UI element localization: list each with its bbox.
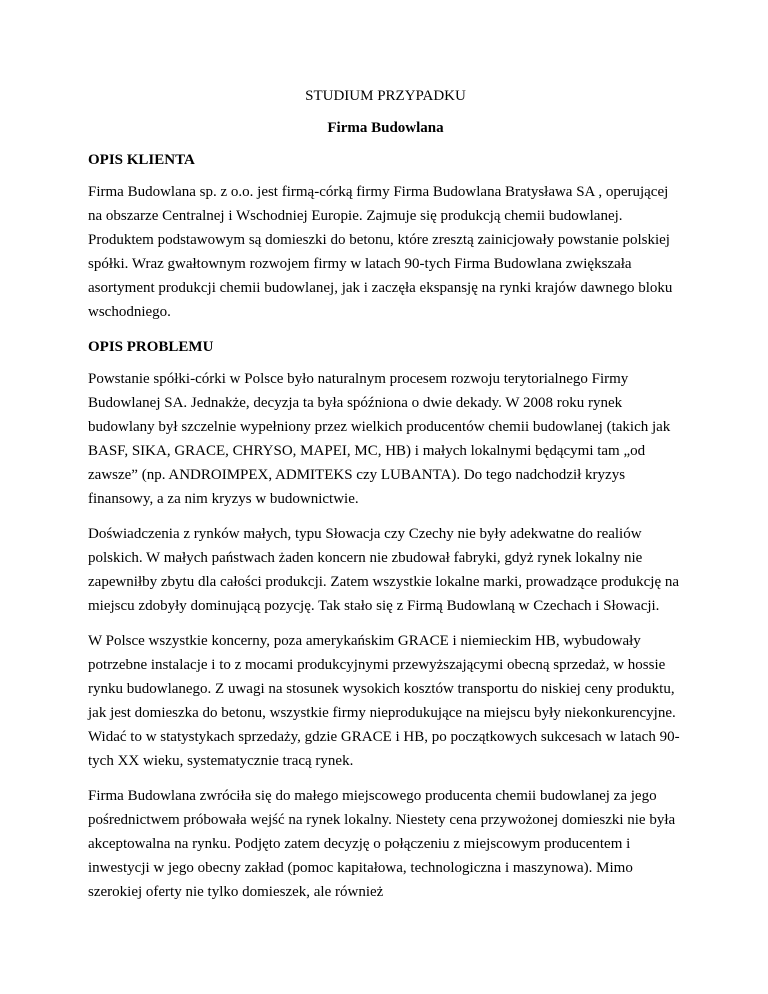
client-paragraph: Firma Budowlana sp. z o.o. jest firmą-córką firmy Firma Budowlana Bratysława SA , operującej na obszarze Centralnej i Wschodniej Europie. Zajmuje się produkcją chemii budowlanej. Produktem podstawowym są domieszki do betonu, które zresztą zainicjowały powstanie polskiej spółki. Wraz gwałtownym rozwojem firmy w latach 90-tych Firma Budowlana zwiększała asortyment produkcji chemii budowlanej, jak i zaczęła ekspansję na rynki krajów dawnego bloku wschodniego. [88,184,673,320]
section-heading-problem: OPIS PROBLEMU [88,339,214,355]
section-heading-client: OPIS KLIENTA [88,152,195,168]
problem-paragraph-1: Powstanie spółki-córki w Polsce było naturalnym procesem rozwoju terytorialnego Firmy Budowlanej SA. Jednakże, decyzja ta była spóźniona o dwie dekady. W 2008 roku rynek budowlany był szczelnie wypełniony przez wielkich producentów chemii budowlanej (takich jak BASF, SIKA, GRACE, CHRYSO, MAPEI, MC, HB) i małych lokalnymi będącymi tam „od zawsze” (np. ANDROIMPEX, ADMITEKS czy LUBANTA). Do tego nadchodził kryzys finansowy, a za nim kryzys w budownictwie. [88,371,671,507]
problem-paragraph-4: Firma Budowlana zwróciła się do małego miejscowego producenta chemii budowlanej za jego pośrednictwem próbowała wejść na rynek lokalny. Niestety cena przywożonej domieszki nie była akceptowalna na rynku. Podjęto zatem decyzję o połączeniu z miejscowym producentem i inwestycji w jego obecny zakład (pomoc kapitałowa, technologiczna i maszynowa). Mimo szerokiej oferty nie tylko domieszek, ale również [88,788,676,900]
document-subtitle: Firma Budowlana [327,120,444,136]
problem-paragraph-2: Doświadczenia z rynków małych, typu Słowacja czy Czechy nie były adekwatne do realiów polskich. W małych państwach żaden koncern nie zbudował fabryki, gdyż rynek lokalny nie zapewniłby zbytu dla całości produkcji. Zatem wszystkie lokalne marki, prowadzące produkcję na miejscu zdobyły dominującą pozycję. Tak stało się z Firmą Budowlaną w Czechach i Słowacji. [88,526,680,614]
document-title: STUDIUM PRZYPADKU [305,88,466,104]
document-body [88,84,683,915]
problem-paragraph-3: W Polsce wszystkie koncerny, poza amerykańskim GRACE i niemieckim HB, wybudowały potrzebne instalacje i to z mocami produkcyjnymi przewyższającymi obecną sprzedaż, w hossie rynku budowlanego. Z uwagi na stosunek wysokich kosztów transportu do niskiej ceny produktu, jak jest domieszka do betonu, wszystkie firmy nieprodukujące na miejscu były niekonkurencyjne. Widać to w statystykach sprzedaży, gdzie GRACE i HB, po początkowych sukcesach w latach 90-tych XX wieku, systematycznie tracą rynek. [88,633,680,769]
